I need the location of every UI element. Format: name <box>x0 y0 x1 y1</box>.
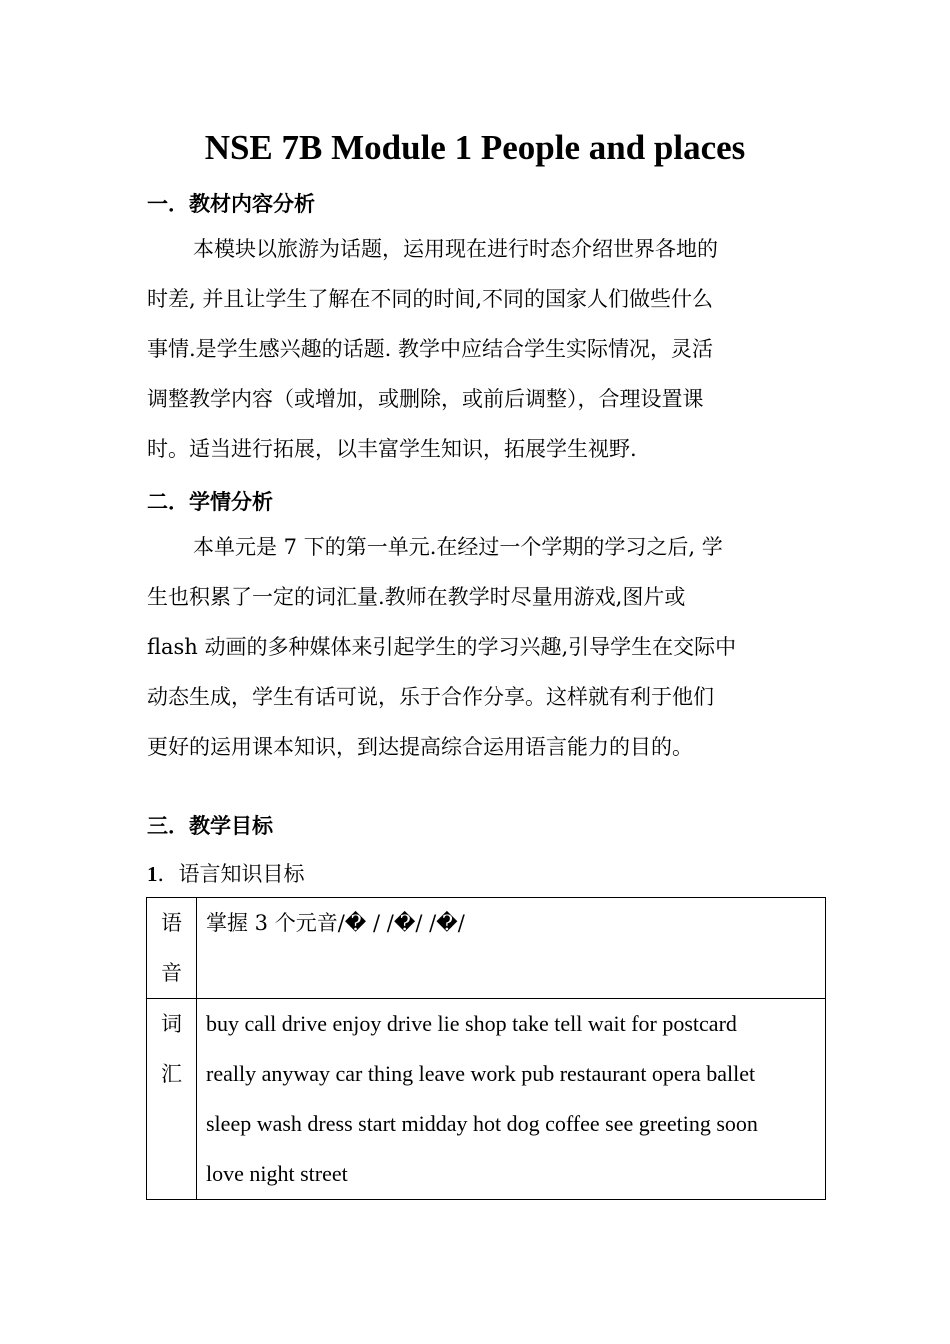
row-label-vocabulary <box>147 999 197 1200</box>
phonetics-content <box>197 898 826 999</box>
label-char: 汇 <box>161 1062 182 1086</box>
language-goals-table <box>146 897 826 1200</box>
section-heading-textbook-analysis: 一．教材内容分析 <box>147 192 315 216</box>
section-heading-teaching-goals: 三．教学目标 <box>147 814 273 838</box>
vocabulary-content <box>197 999 826 1200</box>
section-heading-student-analysis: 二．学情分析 <box>147 490 273 514</box>
paragraph-textbook-analysis <box>147 224 807 474</box>
label-char: 词 <box>161 1012 182 1036</box>
vocabulary-line: buy call drive enjoy drive lie shop take tell wait for postcard <box>206 1011 737 1036</box>
paragraph-line: 事情.是学生感兴趣的话题. 教学中应结合学生实际情况，灵活 <box>147 337 714 361</box>
phonetics-text: 掌握 3 个元音/� / /�/ /�/ <box>206 911 465 935</box>
subheading-number: 1 <box>147 862 158 886</box>
table-row-phonetics <box>147 898 826 999</box>
vocabulary-line: really anyway car thing leave work pub restaurant opera ballet <box>206 1061 756 1086</box>
paragraph-line: 时。适当进行拓展，以丰富学生知识，拓展学生视野. <box>147 437 637 461</box>
paragraph-line: 动态生成，学生有话可说，乐于合作分享。这样就有利于他们 <box>147 685 714 709</box>
vocabulary-line: love night street <box>206 1161 348 1186</box>
paragraph-line: 生也积累了一定的词汇量.教师在教学时尽量用游戏,图片或 <box>147 585 686 609</box>
subheading-language-knowledge <box>147 858 305 888</box>
table-row-vocabulary <box>147 999 826 1200</box>
paragraph-student-analysis <box>147 522 807 772</box>
paragraph-line: 更好的运用课本知识，到达提高综合运用语言能力的目的。 <box>147 735 693 759</box>
paragraph-line: 本单元是 7 下的第一单元.在经过一个学期的学习之后, 学 <box>193 535 723 559</box>
paragraph-line: 调整教学内容（或增加，或删除，或前后调整），合理设置课 <box>147 387 704 411</box>
label-char: 语 <box>161 911 182 935</box>
paragraph-line: 时差, 并且让学生了解在不同的时间,不同的国家人们做些什么 <box>147 287 714 311</box>
page-title: NSE 7B Module 1 People and places <box>204 128 746 167</box>
label-char: 音 <box>161 961 182 985</box>
row-label-phonetics <box>147 898 197 999</box>
vocabulary-line: sleep wash dress start midday hot dog coffee see greeting soon <box>206 1111 758 1136</box>
subheading-label: ．语言知识目标 <box>157 862 305 886</box>
paragraph-line: 本模块以旅游为话题，运用现在进行时态介绍世界各地的 <box>193 237 718 261</box>
paragraph-line: flash 动画的多种媒体来引起学生的学习兴趣,引导学生在交际中 <box>147 635 737 659</box>
